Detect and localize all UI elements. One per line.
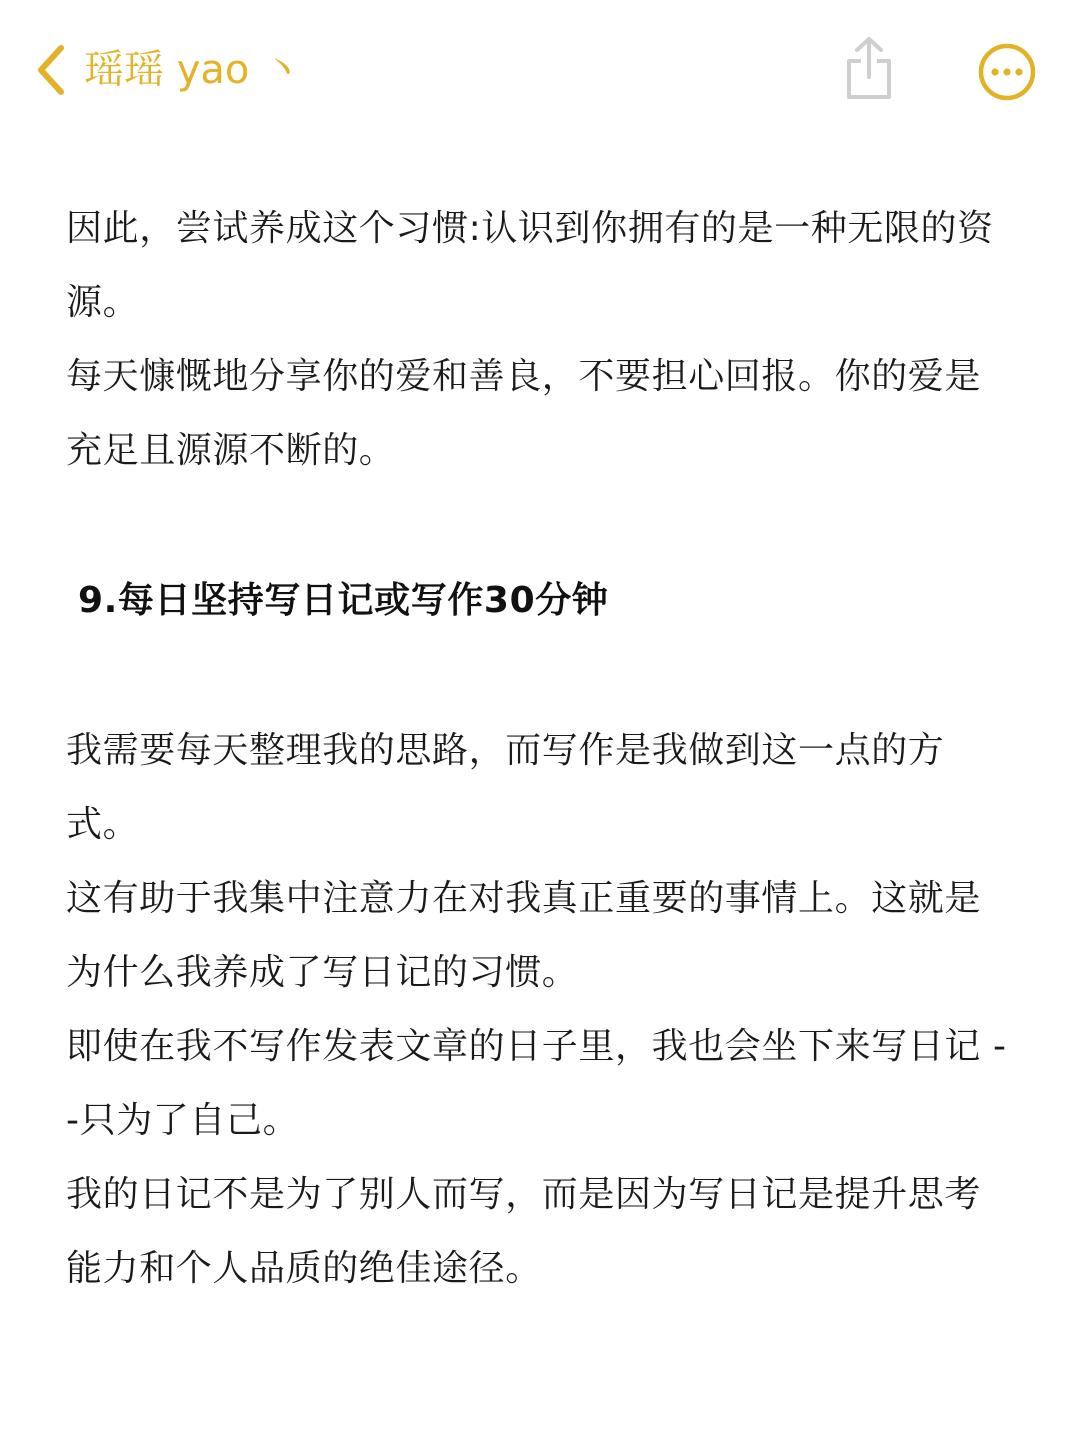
section-heading: 9.每日坚持写日记或写作30分钟 [78,580,609,621]
back-button[interactable] [22,36,78,104]
share-icon [843,35,895,101]
share-button[interactable] [838,32,900,104]
paragraph: 每天慷慨地分享你的爱和善良，不要担心回报。你的爱是充足且源源不断的。 [66,356,982,471]
paragraph: 我需要每天整理我的思路，而写作是我做到这一点的方式。 [66,730,945,845]
note-body[interactable] [66,192,1016,1306]
paragraph: 因此，尝试养成这个习惯:认识到你拥有的是一种无限的资源。 [66,208,994,323]
spacer [66,488,1016,564]
spacer [66,638,1016,714]
paragraph: 即使在我不写作发表文章的日子里，我也会坐下来写日记 --只为了自己。 [66,1026,1007,1141]
more-dots-icon [977,42,1037,102]
paragraph: 这有助于我集中注意力在对我真正重要的事情上。这就是为什么我养成了写日记的习惯。 [66,878,982,993]
chevron-left-icon [33,42,67,98]
navigation-bar [0,0,1080,140]
back-label[interactable]: 瑶瑶 yao 丶 [84,47,303,93]
paragraph: 我的日记不是为了别人而写，而是因为写日记是提升思考能力和个人品质的绝佳途径。 [66,1174,982,1289]
more-options-button[interactable] [975,40,1039,104]
